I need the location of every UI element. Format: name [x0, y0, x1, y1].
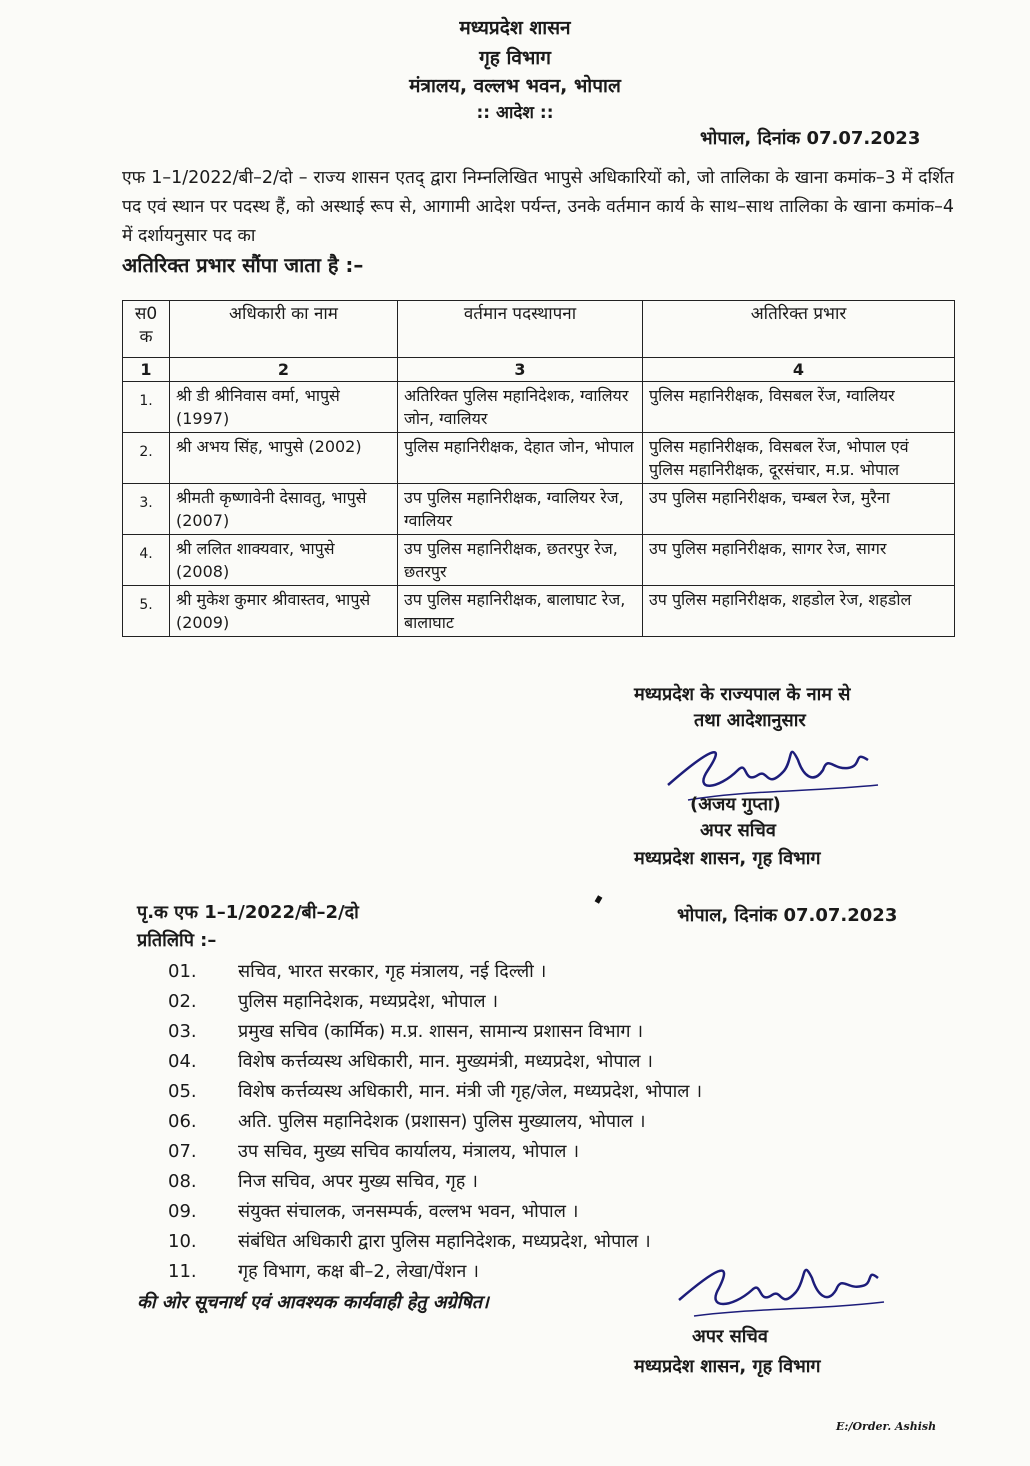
header-order-title: :: आदेश ::	[476, 103, 554, 123]
header-department: गृह विभाग	[479, 47, 551, 69]
row-sn: 4.	[123, 535, 170, 586]
row-additional-charge: उप पुलिस महानिरीक्षक, चम्बल रेज, मुरैना	[643, 484, 955, 535]
copy-date: भोपाल, दिनांक 07.07.2023	[677, 905, 898, 926]
table-row	[123, 586, 955, 637]
authority-line-2: तथा आदेशानुसार	[694, 710, 806, 731]
row-officer-name: श्री अभय सिंह, भापुसे (2002)	[170, 433, 398, 484]
list-item-no: 01.	[168, 961, 197, 982]
list-item	[168, 1197, 702, 1227]
col-number: 3	[398, 358, 643, 382]
list-item	[168, 1107, 702, 1137]
copy-title: प्रतिलिपि :–	[137, 930, 217, 951]
table-header-row	[123, 301, 955, 358]
file-reference: E:/Order. Ashish	[836, 1420, 937, 1433]
row-current-post: उप पुलिस महानिरीक्षक, ग्वालियर रेज, ग्वालियर	[398, 484, 643, 535]
list-item-text: सचिव, भारत सरकार, गृह मंत्रालय, नई दिल्ली ।	[238, 961, 547, 982]
header-additional-charge: अतिरिक्त प्रभार	[643, 301, 955, 358]
list-item	[168, 1077, 702, 1107]
list-item	[168, 1167, 702, 1197]
list-item-text: निज सचिव, अपर मुख्य सचिव, गृह ।	[238, 1171, 478, 1192]
list-item-no: 08.	[168, 1171, 197, 1192]
row-sn: 3.	[123, 484, 170, 535]
copy-signatory-designation: अपर सचिव	[692, 1326, 768, 1347]
copy-signatory-department: मध्यप्रदेश शासन, गृह विभाग	[634, 1356, 821, 1377]
signatory-designation: अपर सचिव	[700, 820, 776, 841]
table-row	[123, 535, 955, 586]
list-item-no: 06.	[168, 1111, 197, 1132]
row-additional-charge: पुलिस महानिरीक्षक, विसबल रेंज, भोपाल एवं पुलिस महानिरीक्षक, दूरसंचार, म.प्र. भोपाल	[643, 433, 955, 484]
list-item-no: 09.	[168, 1201, 197, 1222]
order-body-bold: अतिरिक्त प्रभार सौंपा जाता है :–	[122, 253, 364, 277]
copy-list	[168, 957, 702, 1287]
table-row	[123, 484, 955, 535]
row-additional-charge: उप पुलिस महानिरीक्षक, सागर रेज, सागर	[643, 535, 955, 586]
list-item-text: उप सचिव, मुख्य सचिव कार्यालय, मंत्रालय, भोपाल ।	[238, 1141, 580, 1162]
row-sn: 1.	[123, 382, 170, 433]
list-item-no: 10.	[168, 1231, 197, 1252]
list-item-text: विशेष कर्त्तव्यस्थ अधिकारी, मान. मुख्यमंत्री, मध्यप्रदेश, भोपाल ।	[238, 1051, 653, 1072]
table-col-number-row	[123, 358, 955, 382]
table-row	[123, 382, 955, 433]
list-item	[168, 1257, 702, 1287]
closing-note: की ओर सूचनार्थ एवं आवश्यक कार्यवाही हेतु अग्रेषित।	[137, 1292, 489, 1313]
list-item-no: 02.	[168, 991, 197, 1012]
list-item-text: अति. पुलिस महानिदेशक (प्रशासन) पुलिस मुख्यालय, भोपाल ।	[238, 1111, 646, 1132]
header-current-post: वर्तमान पदस्थापना	[398, 301, 643, 358]
list-item	[168, 1017, 702, 1047]
col-number: 4	[643, 358, 955, 382]
list-item	[168, 957, 702, 987]
list-item-no: 03.	[168, 1021, 197, 1042]
authority-line: मध्यप्रदेश के राज्यपाल के नाम से	[634, 684, 851, 705]
list-item	[168, 1227, 702, 1257]
copy-ref: पृ.क एफ 1–1/2022/बी–2/दो	[137, 902, 359, 923]
row-current-post: पुलिस महानिरीक्षक, देहात जोन, भोपाल	[398, 433, 643, 484]
list-item	[168, 1137, 702, 1167]
order-body	[122, 164, 954, 282]
header-address: मंत्रालय, वल्लभ भवन, भोपाल	[409, 75, 621, 97]
list-item-text: संयुक्त संचालक, जनसम्पर्क, वल्लभ भवन, भोपाल ।	[238, 1201, 579, 1222]
list-item	[168, 987, 702, 1017]
row-current-post: उप पुलिस महानिरीक्षक, छतरपुर रेज, छतरपुर	[398, 535, 643, 586]
list-item	[168, 1047, 702, 1077]
row-current-post: अतिरिक्त पुलिस महानिदेशक, ग्वालियर जोन, ग्वालियर	[398, 382, 643, 433]
col-number: 2	[170, 358, 398, 382]
signatory-department: मध्यप्रदेश शासन, गृह विभाग	[634, 848, 821, 869]
officer-table	[122, 300, 955, 637]
list-item-no: 07.	[168, 1141, 197, 1162]
signatory-name: (अजय गुप्ता)	[690, 794, 781, 815]
signature-image-2	[664, 1250, 904, 1330]
list-item-no: 11.	[168, 1261, 197, 1282]
list-item-text: गृह विभाग, कक्ष बी–2, लेखा/पेंशन ।	[238, 1261, 479, 1282]
list-item-text: संबंधित अधिकारी द्वारा पुलिस महानिदेशक, मध्यप्रदेश, भोपाल ।	[238, 1231, 651, 1252]
order-body-text: एफ 1–1/2022/बी–2/दो – राज्य शासन एतद् द्वारा निम्नलिखित भापुसे अधिकारियों को, जो तालिका के खाना कमांक–3 में दर्शित पद एवं स्थान पर पदस्थ हैं, को अस्थाई रूप से, आगामी आदेश पर्यन्त, उनके वर्तमान कार्य के साथ–साथ तालिका के खाना कमांक–4 में दर्शायनुसार पद का	[122, 168, 954, 246]
list-item-text: विशेष कर्त्तव्यस्थ अधिकारी, मान. मंत्री जी गृह/जेल, मध्यप्रदेश, भोपाल ।	[238, 1081, 703, 1102]
row-officer-name: श्री डी श्रीनिवास वर्मा, भापुसे (1997)	[170, 382, 398, 433]
order-date: भोपाल, दिनांक 07.07.2023	[700, 128, 921, 149]
row-officer-name: श्री मुकेश कुमार श्रीवास्तव, भापुसे (2009)	[170, 586, 398, 637]
row-sn: 2.	[123, 433, 170, 484]
list-item-no: 04.	[168, 1051, 197, 1072]
row-additional-charge: पुलिस महानिरीक्षक, विसबल रेंज, ग्वालियर	[643, 382, 955, 433]
row-current-post: उप पुलिस महानिरीक्षक, बालाघाट रेज, बालाघाट	[398, 586, 643, 637]
row-officer-name: श्रीमती कृष्णावेनी देसावतु, भापुसे (2007)	[170, 484, 398, 535]
row-officer-name: श्री ललित शाक्यवार, भापुसे (2008)	[170, 535, 398, 586]
col-number: 1	[123, 358, 170, 382]
header-sn: स0 क	[123, 301, 170, 358]
table-row	[123, 433, 955, 484]
header-name: अधिकारी का नाम	[170, 301, 398, 358]
header-govt: मध्यप्रदेश शासन	[459, 17, 571, 39]
ink-mark	[595, 895, 603, 904]
row-additional-charge: उप पुलिस महानिरीक्षक, शहडोल रेज, शहडोल	[643, 586, 955, 637]
list-item-no: 05.	[168, 1081, 197, 1102]
row-sn: 5.	[123, 586, 170, 637]
list-item-text: पुलिस महानिदेशक, मध्यप्रदेश, भोपाल ।	[238, 991, 499, 1012]
list-item-text: प्रमुख सचिव (कार्मिक) म.प्र. शासन, सामान्य प्रशासन विभाग ।	[238, 1021, 644, 1042]
